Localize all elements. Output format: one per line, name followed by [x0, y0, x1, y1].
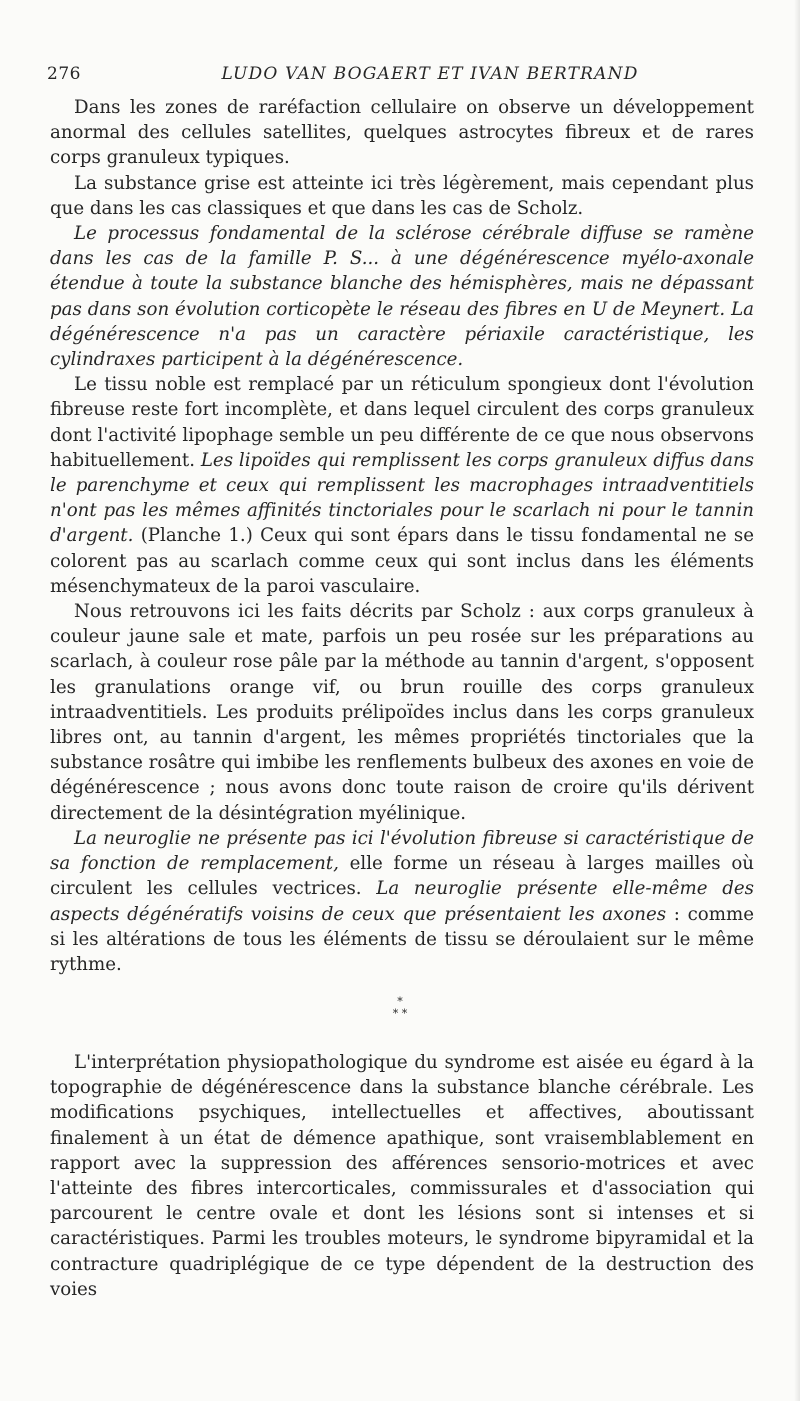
- asterism-bottom: * *: [392, 1007, 408, 1020]
- body-text-upper: [50, 95, 754, 977]
- paragraph: [50, 599, 754, 826]
- text-segment: Le tissu noble est remplacé par un réticulum spongieux dont l'évolution fibreuse reste fort incomplète, et dans lequel circulent des corps granuleux dont l'activité lipophage semble un peu différente de ce que nous observons habituellement.: [50, 374, 754, 471]
- paragraph: [50, 826, 754, 977]
- paragraph: [50, 95, 754, 171]
- italic-text-segment: La neuroglie ne présente pas ici l'évolution fibreuse si caractéristique de sa fonction de remplacement,: [50, 827, 754, 875]
- running-head: [47, 64, 753, 92]
- asterism-top: *: [397, 995, 403, 1008]
- paragraph: [50, 1050, 754, 1302]
- running-title: LUDO VAN BOGAERT ET IVAN BERTRAND: [221, 64, 639, 84]
- text-segment: Dans les zones de raréfaction cellulaire on observe un développement anormal des cellules satellites, quelques astrocytes fibreux et de rares corps granuleux typiques.: [50, 97, 754, 169]
- section-asterism: [0, 996, 800, 1026]
- text-segment: (Planche 1.) Ceux qui sont épars dans le tissu fondamental ne se colorent pas au scarlach comme ceux qui sont inclus dans les éléments mésenchymateux de la paroi vasculaire.: [50, 525, 754, 597]
- text-segment: L'interprétation physiopathologique du syndrome est aisée eu égard à la topographie de dégénérescence dans la substance blanche cérébrale. Les modifications psychiques, intellectuelles et affectives, aboutissant finalement à un état de démence apathique, sont vraisemblablement en rapport avec la suppression des afférences sensorio-motrices et avec l'atteinte des fibres intercorticales, commissurales et d'association qui parcourent le centre ovale et dont les lésions sont si intenses et si caractéristiques. Parmi les troubles moteurs, le syndrome bipyramidal et la contracture quadriplégique de ce type dépendent de la destruction des voies: [50, 1052, 754, 1300]
- text-segment: : comme si les altérations de tous les éléments de tissu se déroulaient sur le même rythme.: [50, 903, 754, 975]
- paragraph: [50, 171, 754, 221]
- text-segment: La substance grise est atteinte ici très légèrement, mais cependant plus que dans les cas classiques et que dans les cas de Scholz.: [50, 172, 754, 219]
- paragraph: [50, 221, 754, 372]
- paragraph: [50, 372, 754, 599]
- text-segment: elle forme un réseau à larges mailles où circulent les cellules vectrices.: [50, 853, 754, 900]
- scan-edge-shadow: [794, 0, 800, 1401]
- page-number: 276: [47, 64, 81, 84]
- italic-text-segment: Le processus fondamental de la sclérose cérébrale diffuse se ramène dans les cas de la famille P. S... à une dégénérescence myélo-axonale étendue à toute la substance blanche des hémisphères, mais ne dépassant pas dans son évolution corticopète le réseau des fibres en U de Meynert. La dégénérescence n'a pas un caractère périaxile caractéristique, les cylindraxes participent à la dégénérescence.: [50, 223, 754, 371]
- italic-text-segment: Les lipoïdes qui remplissent les corps granuleux diffus dans le parenchyme et ceux qui remplissent les macrophages intraadventitiels n'ont pas les mêmes affinités tinctoriales pour le scarlach ni pour le tannin d'argent.: [50, 449, 754, 547]
- body-text-lower: [50, 1050, 754, 1302]
- italic-text-segment: La neuroglie présente elle-même des aspects dégénératifs voisins de ceux que présentaient les axones: [50, 878, 754, 925]
- text-segment: Nous retrouvons ici les faits décrits par Scholz : aux corps granuleux à couleur jaune sale et mate, parfois un peu rosée sur les préparations au scarlach, à couleur rose pâle par la méthode au tannin d'argent, s'opposent les granulations orange vif, ou brun rouille des corps granuleux intraadventitiels. Les produits prélipoïdes inclus dans les corps granuleux libres ont, au tannin d'argent, les mêmes propriétés tinctoriales que la substance rosâtre qui imbibe les renflements bulbeux des axones en voie de dégénérescence ; nous avons donc toute raison de croire qu'ils dérivent directement de la désintégration myélinique.: [50, 601, 754, 824]
